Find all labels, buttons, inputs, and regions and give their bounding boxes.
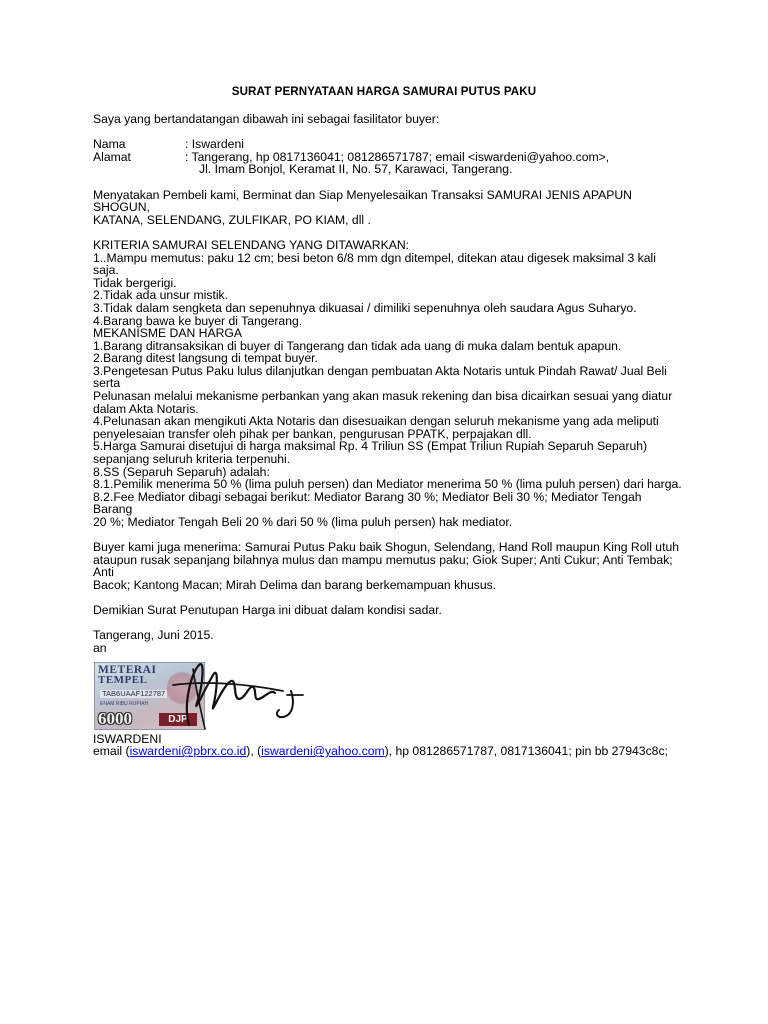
- contact-mid: ), (: [246, 744, 262, 759]
- statement-line-2: KATANA, SELENDANG, ZULFIKAR, PO KIAM, dll .: [93, 212, 371, 227]
- criteria-item-4: 4.Barang bawa ke buyer di Tangerang.: [93, 313, 303, 328]
- mechanism-item-5: 5.Harga Samurai disetujui di harga maksimal Rp. 4 Triliun SS (Empat Triliun Rupiah Separuh Separuh): [93, 439, 648, 454]
- mechanism-item-8-2: 8.2.Fee Mediator dibagi sebagai berikut: Mediator Barang 30 %; Mediator Beli 30 %; Mediator Tengah Barang: [93, 489, 642, 517]
- contact-suffix: ), hp 081286571787, 0817136041; pin bb 27943c8c;: [384, 744, 668, 759]
- criteria-item-1-cont: Tidak bergerigi.: [93, 275, 177, 290]
- intro-text: Saya yang bertandatangan dibawah ini sebagai fasilitator buyer:: [93, 112, 440, 126]
- alamat-value: : Tangerang, hp 0817136041; 081286571787; email <iswardeni@yahoo.com>,: [185, 149, 610, 164]
- criteria-item-2: 2.Tidak ada unsur mistik.: [93, 288, 229, 303]
- email-link-yahoo[interactable]: iswardeni@yahoo.com: [261, 744, 385, 759]
- alamat-value-continued: Jl. Imam Bonjol, Keramat II, No. 57, Karawaci, Tangerang.: [199, 162, 513, 177]
- statement-line-1: Menyatakan Pembeli kami, Berminat dan Siap Menyelesaikan Transaksi SAMURAI JENIS APAPUN SHOGUN,: [93, 187, 632, 215]
- place-date: Tangerang, Juni 2015.: [93, 628, 214, 643]
- mechanism-item-5-cont: sepanjang seluruh kriteria terpenuhi.: [93, 452, 291, 467]
- buyer-line-2: ataupun rusak sepanjang bilahnya mulus dan mampu memutus paku; Giok Super; Anti Cukur; Anti Tembak; Anti: [93, 552, 673, 580]
- stamp-line-2: TEMPEL: [98, 673, 148, 686]
- stamp-line-1: METERAI: [98, 663, 157, 676]
- criteria-heading: KRITERIA SAMURAI SELENDANG YANG DITAWARKAN:: [93, 237, 410, 252]
- stamp-issuer: DJP: [159, 713, 197, 726]
- mechanism-item-3-cont2: dalam Akta Notaris.: [93, 401, 199, 416]
- document-title: SURAT PERNYATAAN HARGA SAMURAI PUTUS PAKU: [231, 85, 537, 98]
- mechanism-item-8: 8.SS (Separuh Separuh) adalah:: [93, 464, 270, 479]
- mechanism-item-1: 1.Barang ditransaksikan di buyer di Tangerang dan tidak ada uang di muka dalam bentuk apapun.: [93, 338, 622, 353]
- stamp-value: 6000: [98, 708, 132, 728]
- alamat-label: Alamat: [93, 149, 131, 164]
- signer-name: ISWARDENI: [93, 731, 162, 746]
- mechanism-heading: MEKANISME DAN HARGA: [93, 326, 242, 341]
- handwritten-signature-icon: [153, 655, 313, 733]
- email-link-pbrx[interactable]: iswardeni@pbrx.co.id: [129, 744, 247, 759]
- signature-block: [93, 655, 273, 733]
- on-behalf-label: an: [93, 640, 107, 655]
- mechanism-item-3: 3.Pengetesan Putus Paku lulus dilanjutkan dengan pembuatan Akta Notaris untuk Pindah Rawat/ Jual Beli serta: [93, 363, 667, 391]
- mechanism-item-8-2-cont: 20 %; Mediator Tengah Beli 20 % dari 50 % (lima puluh persen) hak mediator.: [93, 515, 513, 529]
- buyer-line-1: Buyer kami juga menerima: Samurai Putus Paku baik Shogun, Selendang, Hand Roll maupun King Roll utuh: [93, 540, 680, 555]
- contact-line: [93, 745, 683, 758]
- mechanism-item-2: 2.Barang ditest langsung di tempat buyer.: [93, 351, 318, 366]
- mechanism-item-3-cont: Pelunasan melalui mekanisme perbankan yang akan masuk rekening dan bisa dicairkan sesuai yang diatur: [93, 389, 673, 404]
- criteria-item-3: 3.Tidak dalam sengketa dan sepenuhnya dikuasai / dimiliki sepenuhnya oleh saudara Agus Suharyo.: [93, 300, 637, 315]
- nama-row: [93, 138, 683, 151]
- mechanism-item-4-cont: penyelesaian transfer oleh pihak per bankan, pengurusan PPATK, perpajakan dll.: [93, 426, 532, 441]
- nama-label: Nama: [93, 137, 126, 152]
- stamp-serial: TAB6UAAF122787: [102, 688, 166, 698]
- buyer-line-3: Bacok; Kantong Macan; Mirah Delima dan barang berkemampuan khusus.: [93, 577, 497, 592]
- mechanism-item-4: 4.Pelunasan akan mengikuti Akta Notaris dan disesuaikan dengan seluruh mekanisme yang ada meliputi: [93, 414, 659, 429]
- closing-text: Demikian Surat Penutupan Harga ini dibuat dalam kondisi sadar.: [93, 603, 442, 618]
- nama-value: : Iswardeni: [185, 137, 244, 152]
- contact-prefix: email (: [93, 744, 130, 759]
- stamp-fine-print: ENAM RIBU RUPIAH: [100, 700, 149, 707]
- document-body: [93, 113, 683, 758]
- criteria-item-1: 1..Mampu memutus: paku 12 cm; besi beton 6/8 mm dgn ditempel, ditekan atau digesek maksimal 3 kali saja.: [93, 250, 656, 278]
- mechanism-item-8-1: 8.1.Pemilik menerima 50 % (lima puluh persen) dan Mediator menerima 50 % (lima puluh persen) dari harga.: [93, 477, 682, 492]
